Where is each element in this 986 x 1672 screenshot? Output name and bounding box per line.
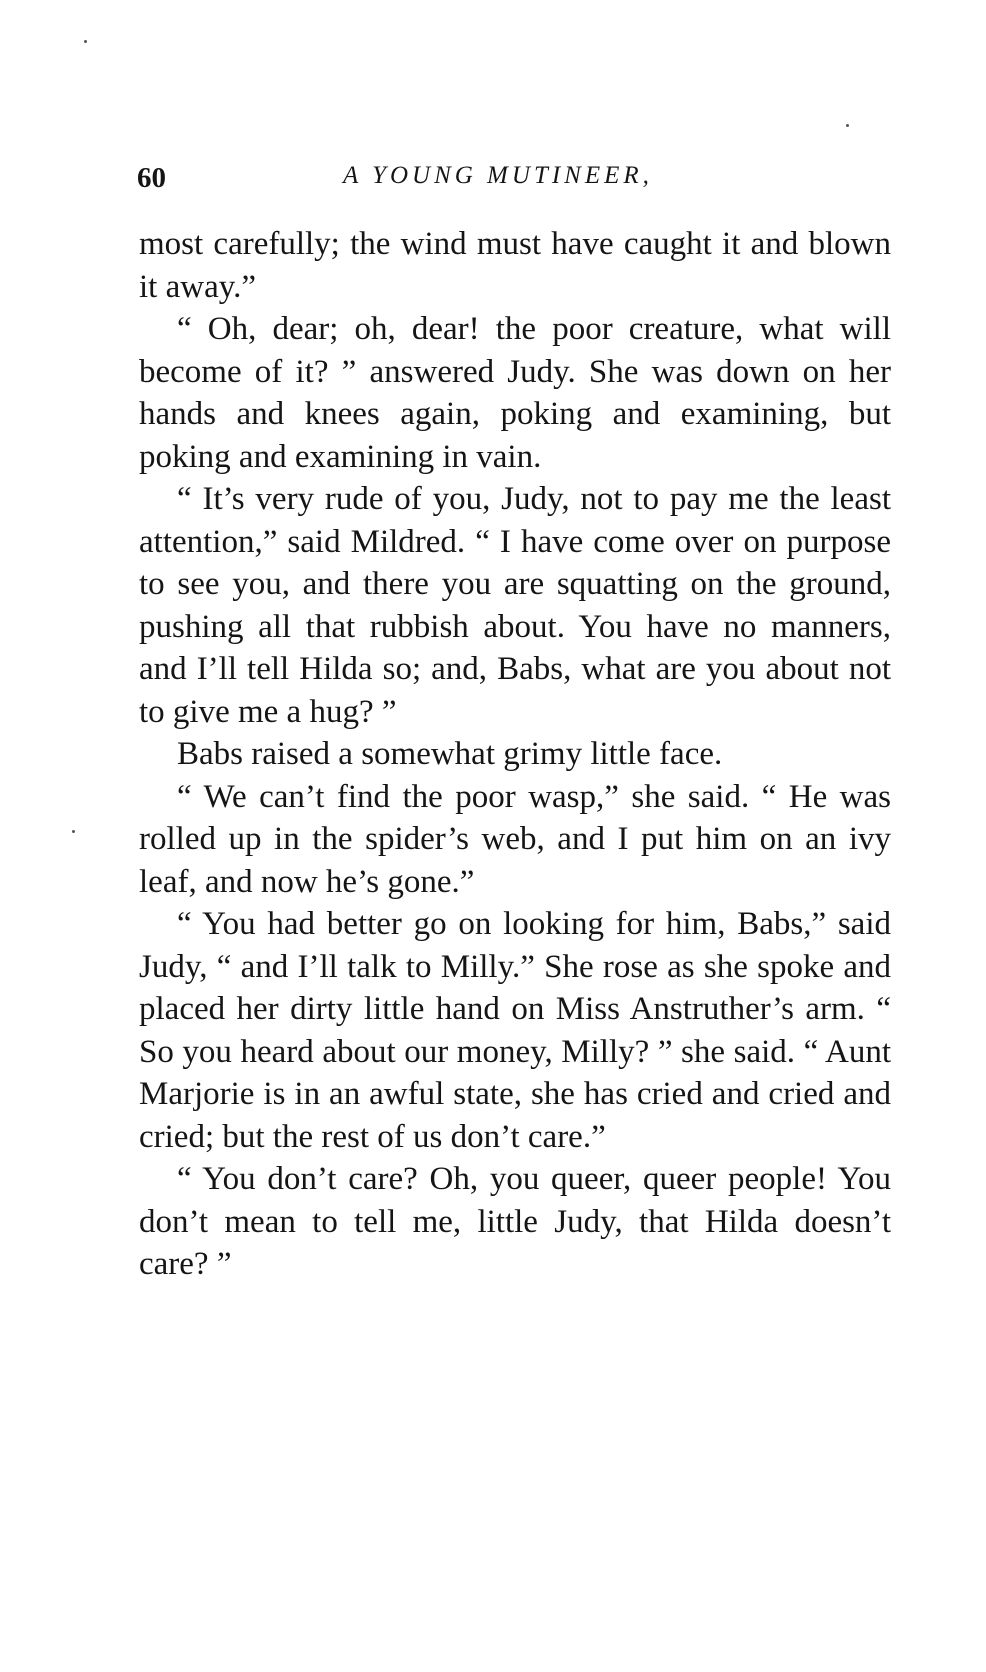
paragraph: “ It’s very rude of you, Judy, not to pay me the least attention,” said Mildred. “ I have come over on purpose to see you, and there you are squatting on the ground, pushing all that rubbish about. You have no manners, and I’ll tell Hilda so; and, Babs, what are you about not to give me a hug? ”: [139, 481, 891, 730]
paper-speck: [846, 124, 849, 127]
paragraph: most carefully; the wind must have caught it and blown it away.”: [139, 226, 891, 305]
paragraph: “ Oh, dear; oh, dear! the poor creature, what will become of it? ” answered Judy. She was down on her hands and knees again, poking and examining, but poking and examining in vain.: [139, 311, 891, 475]
paragraph: “ You don’t care? Oh, you queer, queer people! You don’t mean to tell me, little Judy, that Hilda doesn’t care? ”: [139, 1161, 891, 1282]
page-number: 60: [137, 162, 166, 194]
paper-speck: [84, 40, 87, 43]
body-text: [139, 223, 891, 1286]
paragraph: “ You had better go on looking for him, Babs,” said Judy, “ and I’ll talk to Milly.” She rose as she spoke and placed her dirty little hand on Miss Anstruther’s arm. “ So you heard about our money, Milly? ” she said. “ Aunt Marjorie is in an awful state, she has cried and cried and cried; but the rest of us don’t care.”: [139, 906, 891, 1155]
running-title: A YOUNG MUTINEER,: [343, 162, 653, 189]
paragraph: “ We can’t find the poor wasp,” she said. “ He was rolled up in the spider’s web, and I put him on an ivy leaf, and now he’s gone.”: [139, 778, 891, 900]
paper-speck: [72, 830, 75, 833]
paragraph: Babs raised a somewhat grimy little face.: [177, 736, 723, 772]
page-header: [137, 156, 897, 200]
